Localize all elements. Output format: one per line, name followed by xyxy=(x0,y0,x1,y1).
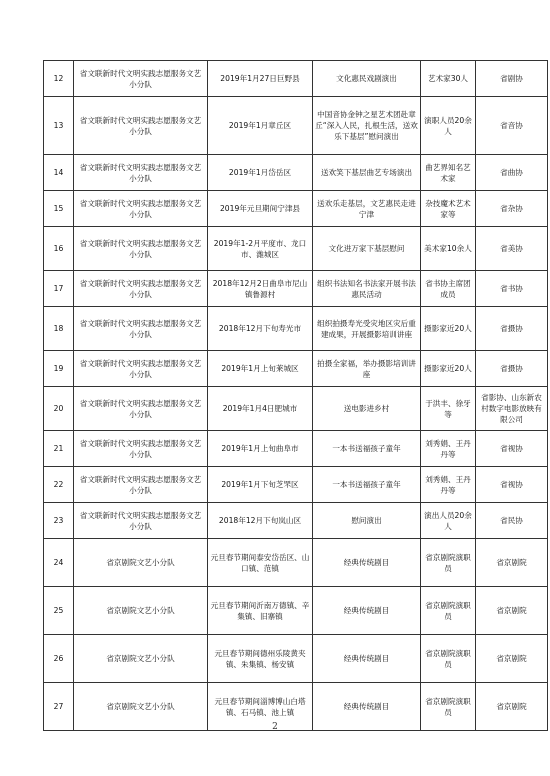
cell-team: 省京剧院文艺小分队 xyxy=(74,539,208,587)
cell-content: 组织书法知名书法家开展书法惠民活动 xyxy=(313,271,421,307)
table-row xyxy=(44,387,548,431)
table-row xyxy=(44,467,548,503)
cell-organizer: 省美协 xyxy=(476,227,548,271)
table-row xyxy=(44,431,548,467)
cell-participants: 省京剧院演职员 xyxy=(421,587,476,635)
table-row xyxy=(44,227,548,271)
cell-number: 19 xyxy=(44,351,74,387)
cell-participants: 曲艺界知名艺术家 xyxy=(421,155,476,191)
table-row xyxy=(44,351,548,387)
cell-organizer: 省京剧院 xyxy=(476,635,548,683)
cell-number: 21 xyxy=(44,431,74,467)
cell-participants: 美术家10余人 xyxy=(421,227,476,271)
cell-content: 经典传统剧目 xyxy=(313,635,421,683)
cell-time-place: 2019年1-2月平度市、龙口市、潍城区 xyxy=(208,227,313,271)
cell-participants: 省京剧院演职员 xyxy=(421,539,476,587)
cell-content: 文化进万家下基层慰问 xyxy=(313,227,421,271)
cell-content: 中国音协金钟之星艺术团赴章丘“深入人民，扎根生活，送欢乐下基层”慰问演出 xyxy=(313,97,421,155)
cell-team: 省文联新时代文明实践志愿服务文艺小分队 xyxy=(74,307,208,351)
cell-content: 慰问演出 xyxy=(313,503,421,539)
cell-participants: 省京剧院演职员 xyxy=(421,683,476,731)
cell-team: 省文联新时代文明实践志愿服务文艺小分队 xyxy=(74,97,208,155)
cell-team: 省文联新时代文明实践志愿服务文艺小分队 xyxy=(74,227,208,271)
cell-team: 省京剧院文艺小分队 xyxy=(74,683,208,731)
cell-participants: 艺术家30人 xyxy=(421,61,476,97)
cell-organizer: 省视协 xyxy=(476,431,548,467)
cell-participants: 于洪丰、徐牙等 xyxy=(421,387,476,431)
cell-team: 省京剧院文艺小分队 xyxy=(74,587,208,635)
cell-organizer: 省剧协 xyxy=(476,61,548,97)
cell-team: 省文联新时代文明实践志愿服务文艺小分队 xyxy=(74,155,208,191)
cell-organizer: 省杂协 xyxy=(476,191,548,227)
cell-team: 省文联新时代文明实践志愿服务文艺小分队 xyxy=(74,387,208,431)
cell-content: 送电影进乡村 xyxy=(313,387,421,431)
cell-time-place: 2019年1月上旬曲阜市 xyxy=(208,431,313,467)
cell-organizer: 省京剧院 xyxy=(476,683,548,731)
table-row xyxy=(44,587,548,635)
cell-content: 送欢笑下基层曲艺专场演出 xyxy=(313,155,421,191)
cell-number: 27 xyxy=(44,683,74,731)
activities-table xyxy=(43,60,548,731)
cell-team: 省文联新时代文明实践志愿服务文艺小分队 xyxy=(74,431,208,467)
cell-time-place: 元旦春节期间泰安岱岳区、山口镇、范镇 xyxy=(208,539,313,587)
cell-participants: 摄影家近20人 xyxy=(421,307,476,351)
cell-time-place: 2019年1月岱岳区 xyxy=(208,155,313,191)
cell-organizer: 省影协、山东新农村数字电影放映有限公司 xyxy=(476,387,548,431)
cell-content: 送欢乐走基层，文艺惠民走进宁津 xyxy=(313,191,421,227)
cell-organizer: 省摄协 xyxy=(476,351,548,387)
cell-team: 省文联新时代文明实践志愿服务文艺小分队 xyxy=(74,503,208,539)
cell-organizer: 省视协 xyxy=(476,467,548,503)
cell-team: 省文联新时代文明实践志愿服务文艺小分队 xyxy=(74,271,208,307)
cell-team: 省文联新时代文明实践志愿服务文艺小分队 xyxy=(74,351,208,387)
cell-organizer: 省曲协 xyxy=(476,155,548,191)
cell-number: 17 xyxy=(44,271,74,307)
cell-number: 26 xyxy=(44,635,74,683)
cell-content: 经典传统剧目 xyxy=(313,683,421,731)
cell-time-place: 2019年1月下旬芝罘区 xyxy=(208,467,313,503)
cell-team: 省文联新时代文明实践志愿服务文艺小分队 xyxy=(74,191,208,227)
page-number: 2 xyxy=(272,722,278,732)
cell-content: 一本书送福孩子童年 xyxy=(313,431,421,467)
cell-time-place: 2019年1月章丘区 xyxy=(208,97,313,155)
cell-content: 拍摄全家福，举办摄影培训讲座 xyxy=(313,351,421,387)
table-row xyxy=(44,61,548,97)
table-row xyxy=(44,155,548,191)
cell-time-place: 2019年1月4日肥城市 xyxy=(208,387,313,431)
cell-participants: 省书协主席团成员 xyxy=(421,271,476,307)
cell-content: 经典传统剧目 xyxy=(313,539,421,587)
cell-content: 文化惠民戏剧演出 xyxy=(313,61,421,97)
table-row xyxy=(44,539,548,587)
table-row xyxy=(44,503,548,539)
cell-organizer: 省书协 xyxy=(476,271,548,307)
cell-number: 13 xyxy=(44,97,74,155)
cell-number: 22 xyxy=(44,467,74,503)
cell-number: 14 xyxy=(44,155,74,191)
cell-content: 一本书送福孩子童年 xyxy=(313,467,421,503)
cell-participants: 刘秀娟、王丹丹等 xyxy=(421,431,476,467)
cell-team: 省文联新时代文明实践志愿服务文艺小分队 xyxy=(74,61,208,97)
table-row xyxy=(44,191,548,227)
cell-number: 23 xyxy=(44,503,74,539)
cell-organizer: 省音协 xyxy=(476,97,548,155)
cell-time-place: 元旦春节期间淄博博山白塔镇、石马镇、池上镇 xyxy=(208,683,313,731)
cell-organizer: 省京剧院 xyxy=(476,539,548,587)
cell-time-place: 2019年元旦期间宁津县 xyxy=(208,191,313,227)
table-body xyxy=(44,61,548,731)
cell-content: 组织拍摄寿光受灾地区灾后重建成果，开展摄影培训讲座 xyxy=(313,307,421,351)
table-row xyxy=(44,307,548,351)
cell-team: 省京剧院文艺小分队 xyxy=(74,635,208,683)
cell-participants: 演出人员20余人 xyxy=(421,503,476,539)
cell-number: 25 xyxy=(44,587,74,635)
cell-participants: 摄影家近20人 xyxy=(421,351,476,387)
cell-time-place: 元旦春节期间沂南万德镇、辛集镇、旧寨镇 xyxy=(208,587,313,635)
cell-number: 20 xyxy=(44,387,74,431)
cell-time-place: 2018年12月下旬寿光市 xyxy=(208,307,313,351)
cell-organizer: 省京剧院 xyxy=(476,587,548,635)
cell-time-place: 2019年1月27日巨野县 xyxy=(208,61,313,97)
cell-time-place: 元旦春节期间德州乐陵黄夹镇、朱集镇、杨安镇 xyxy=(208,635,313,683)
cell-participants: 杂技魔术艺术家等 xyxy=(421,191,476,227)
cell-number: 18 xyxy=(44,307,74,351)
cell-time-place: 2018年12月2日曲阜市尼山镇鲁源村 xyxy=(208,271,313,307)
table-row xyxy=(44,271,548,307)
cell-content: 经典传统剧目 xyxy=(313,587,421,635)
table-row xyxy=(44,635,548,683)
cell-time-place: 2019年1月上旬莱城区 xyxy=(208,351,313,387)
table-row xyxy=(44,97,548,155)
cell-number: 24 xyxy=(44,539,74,587)
cell-number: 12 xyxy=(44,61,74,97)
cell-participants: 演职人员20余人 xyxy=(421,97,476,155)
cell-number: 15 xyxy=(44,191,74,227)
cell-participants: 省京剧院演职员 xyxy=(421,635,476,683)
cell-time-place: 2018年12月下旬岚山区 xyxy=(208,503,313,539)
cell-organizer: 省民协 xyxy=(476,503,548,539)
cell-number: 16 xyxy=(44,227,74,271)
cell-team: 省文联新时代文明实践志愿服务文艺小分队 xyxy=(74,467,208,503)
cell-participants: 刘秀娟、王丹丹等 xyxy=(421,467,476,503)
cell-organizer: 省摄协 xyxy=(476,307,548,351)
